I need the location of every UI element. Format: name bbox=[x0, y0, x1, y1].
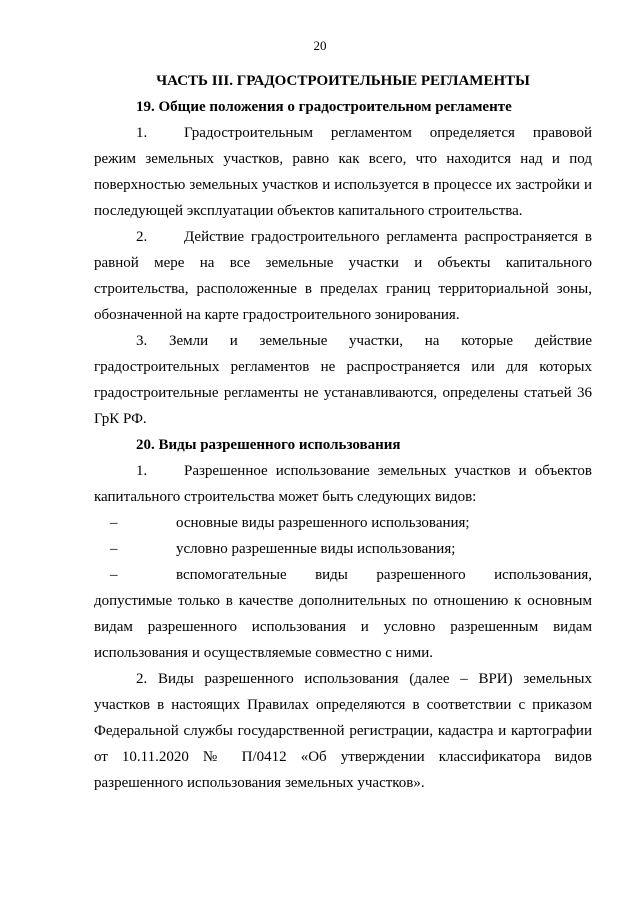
section-19-paragraph-1 bbox=[94, 120, 592, 224]
list-item-text: вспомогательные виды разрешенного использования, допустимые только в качестве дополнительных по отношению к основным видам разрешенного использования и условно разрешенным видам использования и осуществляемые совместно с ними. bbox=[94, 567, 592, 661]
paragraph-number: 2. bbox=[136, 229, 148, 245]
section-19-title: 19. Общие положения о градостроительном регламенте bbox=[136, 99, 512, 115]
section-20-paragraph-1 bbox=[94, 458, 592, 510]
section-19-paragraph-3: 3. Земли и земельные участки, на которые действие градостроительных регламентов не распространяется или для которых градостроительные регламенты не устанавливаются, определены статьей 36 ГрК РФ. bbox=[94, 333, 592, 427]
page-number: 20 bbox=[313, 38, 327, 53]
section-20-paragraph-2: 2. Виды разрешенного использования (далее – ВРИ) земельных участков в настоящих Правилах определяются в соответствии с приказом Федеральной службы государственной регистрации, кадастра и картографии от 10.11.2020 № П/0412 «Об утверждении классификатора видов разрешенного использования земельных участков». bbox=[94, 671, 592, 791]
page-content bbox=[94, 68, 592, 796]
paragraph-number: 1. bbox=[136, 463, 148, 479]
paragraph-number: 1. bbox=[136, 125, 148, 141]
paragraph-text: Градостроительным регламентом определяется правовой режим земельных участков, равно как всего, что находится над и под поверхностью земельных участков и используется в процессе их застройки и последующей эксплуатации объектов капитального строительства. bbox=[94, 125, 592, 219]
section-19-paragraph-2 bbox=[94, 224, 592, 328]
list-item bbox=[94, 510, 592, 536]
list-item-text: основные виды разрешенного использования; bbox=[176, 515, 470, 531]
list-item bbox=[94, 536, 592, 562]
dash-marker: – bbox=[110, 567, 118, 583]
paragraph-text: Разрешенное использование земельных участков и объектов капитального строительства может быть следующих видов: bbox=[94, 463, 592, 505]
list-item-text: условно разрешенные виды использования; bbox=[176, 541, 456, 557]
dash-marker: – bbox=[110, 541, 118, 557]
paragraph-text: Действие градостроительного регламента распространяется в равной мере на все земельные участки и объекты капитального строительства, расположенные в пределах границ территориальной зоны, обозначенной на карте градостроительного зонирования. bbox=[94, 229, 592, 323]
dash-marker: – bbox=[110, 515, 118, 531]
section-20-title: 20. Виды разрешенного использования bbox=[136, 437, 401, 453]
list-item bbox=[94, 562, 592, 666]
part-title: ЧАСТЬ III. ГРАДОСТРОИТЕЛЬНЫЕ РЕГЛАМЕНТЫ bbox=[156, 73, 530, 89]
